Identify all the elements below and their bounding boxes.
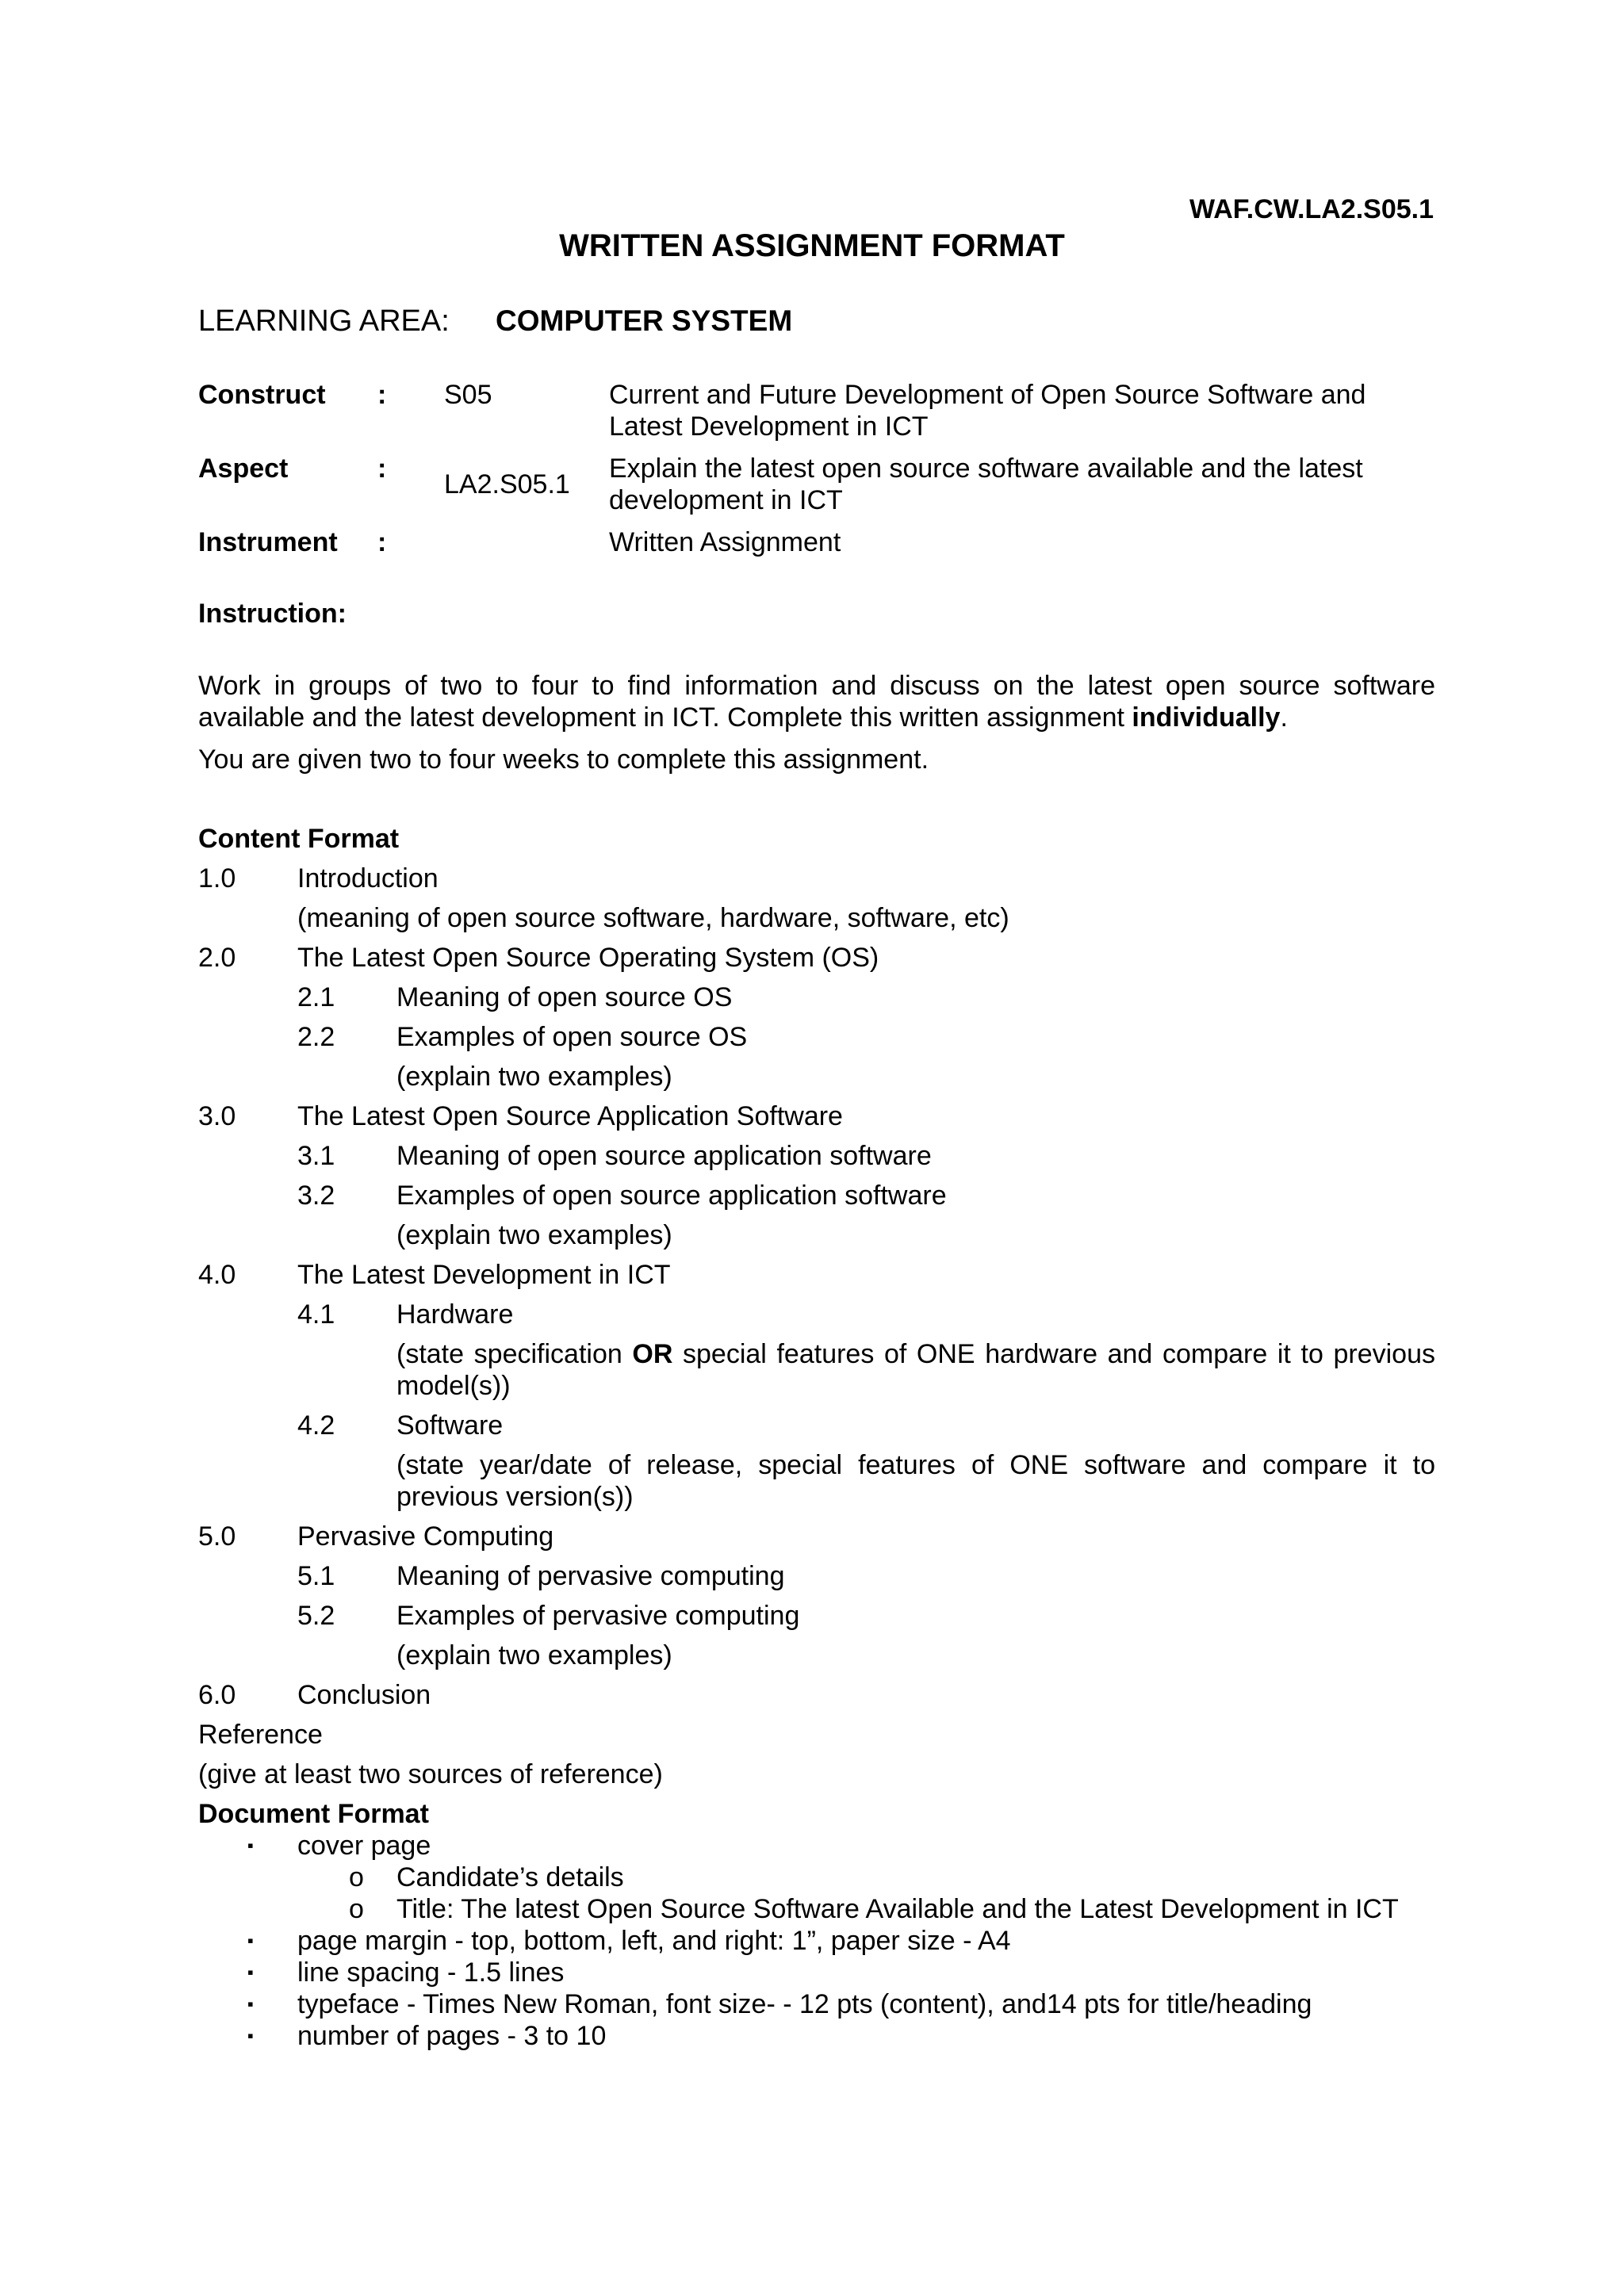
document-format-heading: Document Format bbox=[198, 1799, 429, 1829]
subsection-note: (explain two examples) bbox=[396, 1062, 672, 1092]
subsection-note: (state year/date of release, special features of ONE software and compare it to previous version(s)) bbox=[396, 1450, 1435, 1512]
bullet-icon: ▪ bbox=[247, 1994, 254, 2014]
note-text-end: special features of ONE hardware and compare it to previous model(s)) bbox=[396, 1339, 1435, 1401]
list-item: Title: The latest Open Source Software Available and the Latest Development in ICT bbox=[396, 1894, 1399, 1924]
construct-desc: Current and Future Development of Open Source Software and Latest Development in ICT bbox=[609, 380, 1366, 442]
section-note: (meaning of open source software, hardware, software, etc) bbox=[297, 903, 1009, 933]
section-title: The Latest Open Source Application Software bbox=[297, 1101, 843, 1131]
bullet-icon: ▪ bbox=[247, 2026, 254, 2045]
list-item: typeface - Times New Roman, font size- - 12 pts (content), and14 pts for title/heading bbox=[297, 1989, 1312, 2019]
instruction-text-end: . bbox=[1280, 702, 1288, 733]
learning-area-label: LEARNING AREA: bbox=[198, 304, 450, 338]
subsection-note bbox=[396, 1338, 1435, 1402]
subsection-title: Meaning of open source OS bbox=[396, 982, 733, 1012]
list-item: number of pages - 3 to 10 bbox=[297, 2021, 607, 2051]
section-number: 3.0 bbox=[198, 1101, 236, 1131]
section-title: The Latest Open Source Operating System (OS) bbox=[297, 943, 879, 973]
aspect-code: LA2.S05.1 bbox=[444, 469, 570, 499]
section-number: 4.0 bbox=[198, 1260, 236, 1290]
instrument-desc: Written Assignment bbox=[609, 527, 841, 557]
subsection-note: (explain two examples) bbox=[396, 1640, 672, 1670]
subsection-title: Software bbox=[396, 1410, 504, 1441]
instruction-paragraph bbox=[198, 670, 1435, 733]
subsection-title: Examples of open source OS bbox=[396, 1022, 748, 1052]
section-number: 6.0 bbox=[198, 1680, 236, 1710]
section-title: Pervasive Computing bbox=[297, 1521, 554, 1552]
construct-code: S05 bbox=[444, 380, 492, 410]
subsection-title: Examples of pervasive computing bbox=[396, 1601, 800, 1631]
subsection-note: (explain two examples) bbox=[396, 1220, 672, 1250]
subsection-number: 5.2 bbox=[297, 1601, 335, 1631]
instruction-heading: Instruction: bbox=[198, 599, 347, 629]
aspect-label: Aspect bbox=[198, 453, 289, 484]
list-item: page margin - top, bottom, left, and right: 1”, paper size - A4 bbox=[297, 1926, 1011, 1956]
section-title: The Latest Development in ICT bbox=[297, 1260, 671, 1290]
instruction-duration: You are given two to four weeks to complete this assignment. bbox=[198, 744, 929, 775]
construct-colon: : bbox=[377, 380, 387, 410]
instrument-colon: : bbox=[377, 527, 387, 557]
subsection-number: 2.2 bbox=[297, 1022, 335, 1052]
section-title: Conclusion bbox=[297, 1680, 431, 1710]
bullet-icon: ▪ bbox=[247, 1962, 254, 1982]
subsection-number: 4.2 bbox=[297, 1410, 335, 1441]
subsection-title: Meaning of pervasive computing bbox=[396, 1561, 785, 1591]
subsection-number: 5.1 bbox=[297, 1561, 335, 1591]
list-item: Candidate’s details bbox=[396, 1862, 624, 1892]
list-item: line spacing - 1.5 lines bbox=[297, 1957, 565, 1988]
subsection-number: 2.1 bbox=[297, 982, 335, 1012]
instrument-label: Instrument bbox=[198, 527, 338, 557]
subsection-number: 4.1 bbox=[297, 1299, 335, 1330]
circle-bullet-icon: o bbox=[349, 1894, 364, 1924]
reference-label: Reference bbox=[198, 1720, 323, 1750]
instruction-text: Work in groups of two to four to find information and discuss on the latest open source software available and the latest development in ICT. Complete this written assignment bbox=[198, 671, 1435, 733]
circle-bullet-icon: o bbox=[349, 1862, 364, 1892]
bullet-icon: ▪ bbox=[247, 1931, 254, 1950]
document-code: WAF.CW.LA2.S05.1 bbox=[1189, 194, 1434, 224]
note-text: (state specification bbox=[396, 1339, 633, 1369]
subsection-number: 3.2 bbox=[297, 1181, 335, 1211]
subsection-number: 3.1 bbox=[297, 1141, 335, 1171]
aspect-colon: : bbox=[377, 453, 387, 484]
document-title: WRITTEN ASSIGNMENT FORMAT bbox=[559, 228, 1065, 263]
section-number: 1.0 bbox=[198, 863, 236, 894]
section-title: Introduction bbox=[297, 863, 439, 894]
subsection-title: Meaning of open source application software bbox=[396, 1141, 932, 1171]
content-format-heading: Content Format bbox=[198, 824, 400, 854]
subsection-title: Examples of open source application software bbox=[396, 1181, 947, 1211]
subsection-title: Hardware bbox=[396, 1299, 514, 1330]
construct-label: Construct bbox=[198, 380, 326, 410]
instruction-emphasis: individually bbox=[1132, 702, 1281, 733]
note-emphasis: OR bbox=[632, 1339, 673, 1369]
list-item: cover page bbox=[297, 1831, 431, 1861]
section-number: 2.0 bbox=[198, 943, 236, 973]
section-number: 5.0 bbox=[198, 1521, 236, 1552]
bullet-icon: ▪ bbox=[247, 1835, 254, 1855]
learning-area-value: COMPUTER SYSTEM bbox=[496, 304, 793, 337]
reference-note: (give at least two sources of reference) bbox=[198, 1759, 663, 1789]
aspect-desc: Explain the latest open source software available and the latest development in ICT bbox=[609, 453, 1363, 515]
